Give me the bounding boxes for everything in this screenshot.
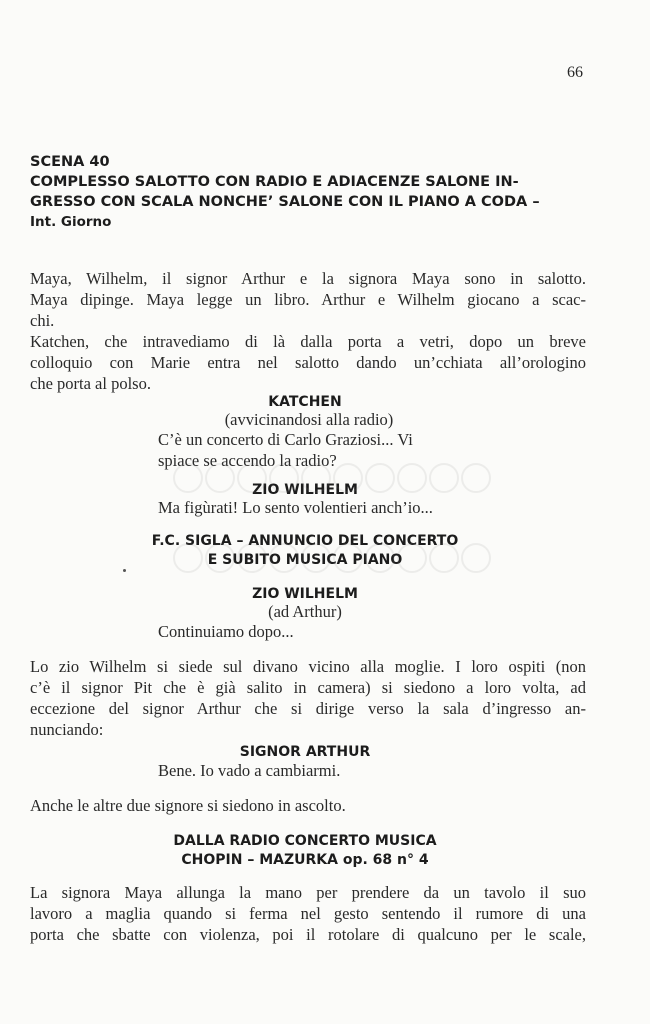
direction-katchen: (avvicinandosi alla radio) xyxy=(224,410,394,429)
action-line: Anche le altre due signore si siedono in ascolto. xyxy=(30,796,346,815)
character-wilhelm-2: ZIO WILHELM xyxy=(252,586,358,602)
action-line: lavoro a maglia quando si ferma nel gesto sentendo il rumore di una xyxy=(30,904,586,923)
music-cue-line-1: DALLA RADIO CONCERTO MUSICA xyxy=(173,833,437,849)
character-arthur: SIGNOR ARTHUR xyxy=(239,744,371,760)
scene-number: SCENA 40 xyxy=(30,154,110,170)
action-line: nunciando: xyxy=(30,720,104,739)
action-line: che porta al polso. xyxy=(30,374,151,393)
action-paragraph-3 xyxy=(30,795,586,816)
dialogue-line: spiace se accendo la radio? xyxy=(158,451,337,470)
scene-location-line-1: COMPLESSO SALOTTO CON RADIO E ADIACENZE SALONE IN- xyxy=(30,174,519,190)
action-line: Maya dipinge. Maya legge un libro. Arthur e Wilhelm giocano a scac- xyxy=(30,290,586,309)
scene-time: Int. Giorno xyxy=(30,214,112,230)
music-cue-line-2: CHOPIN – MAZURKA op. 68 n° 4 xyxy=(181,852,429,868)
action-paragraph-2 xyxy=(30,656,586,740)
page-number: 66 xyxy=(567,64,583,81)
dialogue-line: Ma figùrati! Lo sento volentieri anch’io... xyxy=(158,498,433,517)
action-line: Maya, Wilhelm, il signor Arthur e la signora Maya sono in salotto. xyxy=(30,269,586,288)
character-katchen: KATCHEN xyxy=(268,394,342,410)
direction-wilhelm-2: (ad Arthur) xyxy=(268,602,342,621)
watermark xyxy=(158,448,508,588)
dialogue-line: Bene. Io vado a cambiarmi. xyxy=(158,761,341,780)
action-line: Katchen, che intravediamo di là dalla porta a vetri, dopo un breve xyxy=(30,332,586,351)
dialogue-wilhelm-2 xyxy=(158,621,498,642)
action-paragraph-4 xyxy=(30,882,586,945)
sound-cue-line-1: F.C. SIGLA – ANNUNCIO DEL CONCERTO xyxy=(151,533,459,549)
scene-heading xyxy=(30,152,590,232)
action-line: colloquio con Marie entra nel salotto dando un’cchiata all’orologino xyxy=(30,353,586,372)
dialogue-arthur xyxy=(158,760,498,781)
dialogue-line: C’è un concerto di Carlo Graziosi... Vi xyxy=(158,430,413,449)
scene-location-line-2: GRESSO CON SCALA NONCHE’ SALONE CON IL PIANO A CODA – xyxy=(30,194,540,210)
action-line: La signora Maya allunga la mano per prendere da un tavolo il suo xyxy=(30,883,586,902)
character-wilhelm: ZIO WILHELM xyxy=(252,482,358,498)
ink-speck xyxy=(123,569,126,572)
action-line: chi. xyxy=(30,311,55,330)
action-line: Lo zio Wilhelm si siede sul divano vicino alla moglie. I loro ospiti (non xyxy=(30,657,586,676)
music-cue xyxy=(0,832,610,870)
action-line: c’è il signor Pit che è già salito in camera) si siedono a loro volta, ad xyxy=(30,678,586,697)
action-paragraph-1 xyxy=(30,268,586,394)
action-line: eccezione del signor Arthur che si dirige verso la sala d’ingresso an- xyxy=(30,699,586,718)
dialogue-line: Continuiamo dopo... xyxy=(158,622,294,641)
sound-cue-line-2: E SUBITO MUSICA PIANO xyxy=(207,552,403,568)
action-line: porta che sbatte con violenza, poi il rotolare di qualcuno per le scale, xyxy=(30,925,586,944)
